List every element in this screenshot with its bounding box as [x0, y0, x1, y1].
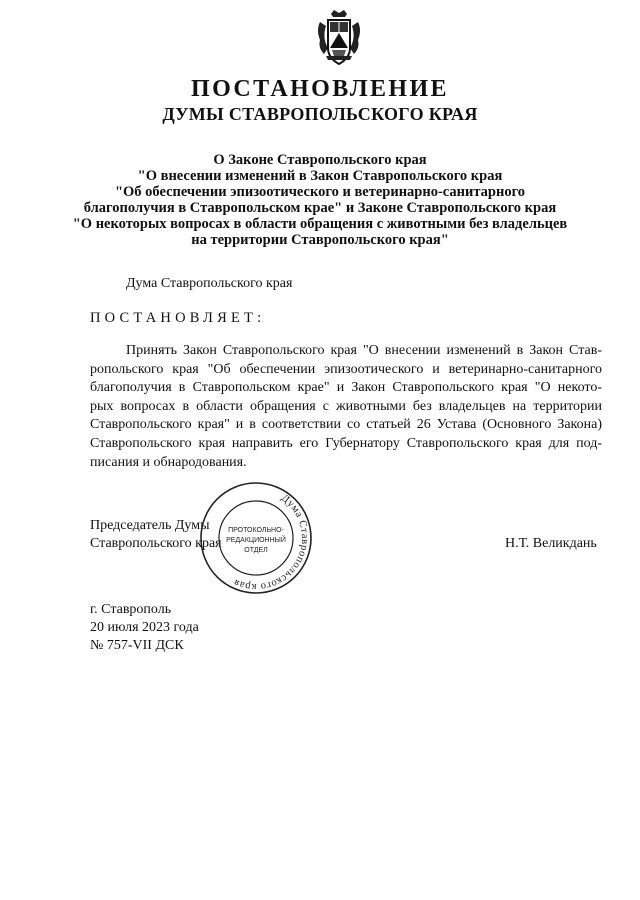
signatory-position: Председатель Думы: [90, 518, 210, 533]
paragraph-line: Ставропольского края направить его Губернатору Ставропольского края для под-: [90, 435, 602, 451]
stamp-outer-text: Дума Ставропольского края: [231, 492, 311, 593]
paragraph-line: рых вопросах в области обращения с животными без владельцев на территории: [90, 398, 602, 414]
paragraph-line: Принять Закон Ставропольского края "О внесении изменений в Закон Став-: [126, 343, 602, 358]
paragraph-line: ропольского края "Об обеспечении эпизоотического и ветеринарно-санитарного: [90, 361, 602, 377]
issuer: Дума Ставропольского края: [126, 276, 293, 291]
date: 20 июля 2023 года: [90, 620, 199, 635]
official-stamp: [198, 480, 314, 596]
subject-line: "О некоторых вопросах в области обращения с животными без владельцев: [72, 216, 568, 232]
document-subtitle: ДУМЫ СТАВРОПОЛЬСКОГО КРАЯ: [162, 104, 478, 124]
document-title: ПОСТАНОВЛЕНИЕ: [191, 76, 449, 102]
coat-of-arms-icon: [314, 8, 364, 68]
subject-line: "О внесении изменений в Закон Ставропольского края: [137, 168, 503, 184]
subject-line: "Об обеспечении эпизоотического и ветеринарно-санитарного: [114, 184, 526, 200]
subject-line: О Законе Ставропольского края: [213, 152, 427, 168]
paragraph-line: благополучия в Ставропольском крае" и Закон Ставропольского края "О некото-: [90, 380, 602, 396]
resolves-heading: ПОСТАНОВЛЯЕТ:: [90, 310, 266, 326]
paragraph-line: писания и обнародования.: [90, 454, 247, 470]
stamp-inner-text: ОТДЕЛ: [244, 547, 268, 554]
subject-line: благополучия в Ставропольском крае" и Законе Ставропольского края: [83, 200, 557, 216]
signatory-position: Ставропольского края: [90, 536, 222, 551]
stamp-inner-text: ПРОТОКОЛЬНО-: [228, 527, 284, 534]
subject-line: на территории Ставропольского края": [191, 232, 449, 248]
document-number: № 757-VII ДСК: [90, 638, 184, 653]
paragraph-line: Ставропольского края" и в соответствии со статьей 26 Устава (Основного Закона): [90, 417, 602, 433]
place: г. Ставрополь: [90, 602, 172, 617]
resolution-paragraph: [90, 342, 602, 472]
signatory-name: Н.Т. Великдань: [505, 536, 597, 551]
stamp-inner-text: РЕДАКЦИОННЫЙ: [226, 537, 286, 544]
